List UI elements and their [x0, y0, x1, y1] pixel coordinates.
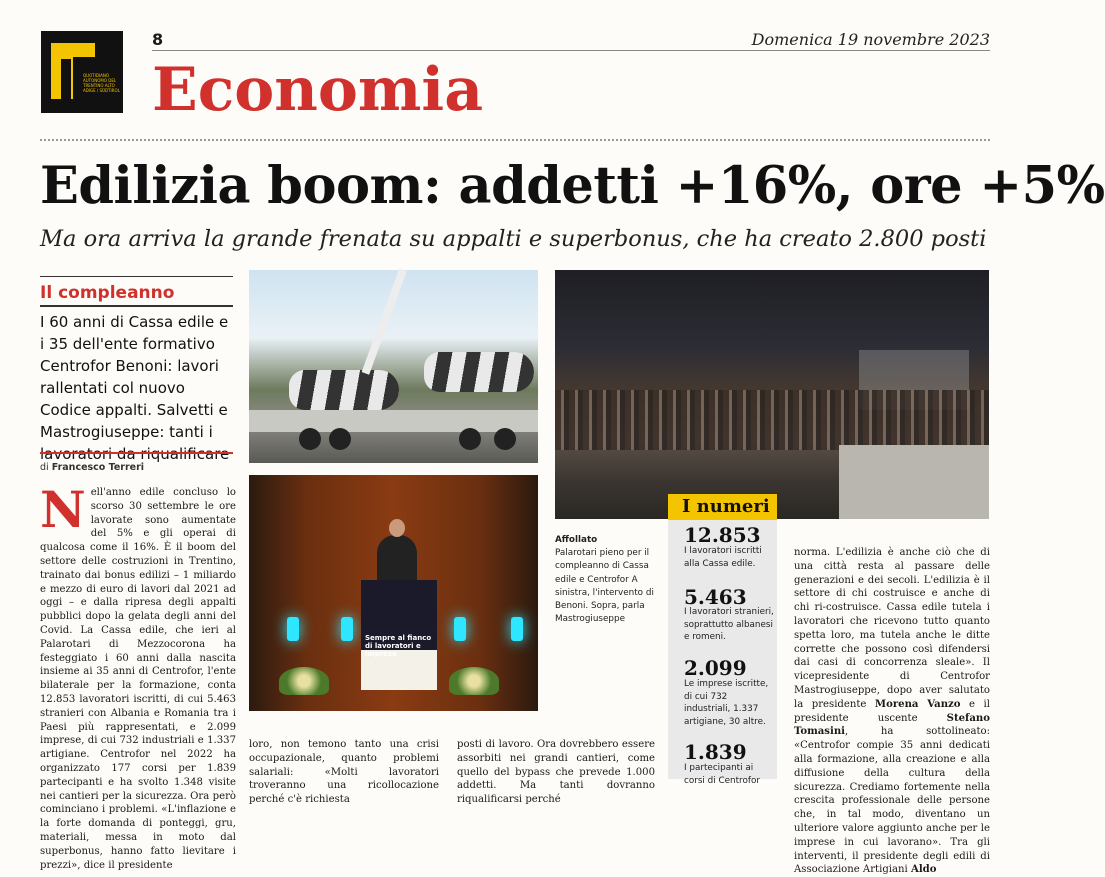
page-number: 8	[152, 30, 164, 49]
podium	[361, 580, 437, 690]
number-value: 5.463	[684, 585, 747, 609]
issue-date: Domenica 19 novembre 2023	[751, 30, 990, 49]
numbers-box-title: I numeri	[682, 496, 770, 517]
article-subhead: Ma ora arriva la grande frenata su appalti e superbonus, che ha creato 2.800 posti	[40, 226, 987, 252]
dropcap: N	[40, 480, 86, 539]
speaker-figure	[377, 535, 417, 583]
header-rule	[152, 50, 990, 51]
photo-caption	[555, 534, 660, 626]
photo-speaker-podium	[249, 475, 538, 711]
byline-rule	[40, 452, 233, 454]
article-kicker: Il compleanno	[40, 276, 233, 305]
number-value: 12.853	[684, 523, 761, 547]
body-column-b2: posti di lavoro. Ora dovrebbero essere assorbiti nei grandi cantieri, come quello del bypass che prevede 1.000 addetti. Ma tanti dovranno riqualificarsi perché	[457, 739, 655, 806]
photo-audience-hall	[555, 270, 989, 519]
number-desc: I partecipanti ai corsi di Centrofor	[684, 763, 760, 786]
number-value: 2.099	[684, 656, 747, 680]
person-name: Aldo	[910, 864, 937, 876]
body-text-col3-c: , ha sottolineato: «Centrofor compie 35 anni dedicati alla formazione, alla creazione e alla diffusione della cultura della sicurezza. Crediamo fortemente nella crescita professionale delle persone che, in tal modo, diventano un ulteriore valore aggiunto anche per le imprese in cui lavorano». Tra gli interventi, il presidente degli edili di Associazione Artigiani	[794, 726, 990, 876]
body-text-col3-b: e il presidente uscente	[794, 698, 990, 724]
article-summary: I 60 anni di Cassa edile e i 35 dell'ente formativo Centrofor Benoni: lavori rallentati col nuovo Codice appalti. Salvetti e Mastrogiuseppe: tanti i lavoratori da riqualificare	[40, 313, 230, 463]
photo-concrete-mixers	[249, 270, 538, 463]
body-column-3	[794, 546, 990, 876]
body-text-col3-a: norma. L'edilizia è anche ciò che di una città resta al passare delle generazioni e dei secoli. L'edilizia è il settore di chi costruisce e anche di chi ri-costruisce. Cassa edile tutela i lavoratori che ricevono tutto quanto spetta loro, ma tutela anche le ditte corrette che possono così difendersi dai casi di concorrenza sleale». Il vicepresidente di Centrofor Mastrogiuseppe, dopo aver salutato la presidente	[794, 547, 990, 710]
person-name: Stefano Tomasini	[794, 712, 990, 738]
body-column-b1: loro, non temono tanto una crisi occupazionale, quanto problemi salariali: «Molti lavoratori troveranno una ricollocazione perché c'è richiesta	[249, 739, 439, 806]
summary-rule	[40, 305, 233, 307]
number-desc: Le imprese iscritte, di cui 732 industriali, 1.337 artigiane, 30 altre.	[684, 679, 769, 727]
person-name: Morena Vanzo	[874, 698, 961, 710]
section-divider	[40, 139, 990, 141]
byline-author: Francesco Terreri	[51, 462, 145, 473]
body-text-col1: ell'anno edile concluso lo scorso 30 settembre le ore lavorate sono aumentate del 5% e gli operai di qualcosa come il 16%. È il boom del settore delle costruzioni in Trentino, trainato dai bonus edilizi – 1 miliardo e mezzo di euro di lavori dal 2021 ad oggi – e dalla ripresa degli appalti pubblici dopo la gelata degli anni del Covid. La Cassa edile, che ieri al Palarotari di Mezzocorona ha festeggiato i 60 anni dalla nascita insieme ai 35 anni di Centrofor, l'ente bilaterale per la formazione, conta 12.853 lavoratori iscritti, di cui 5.463 stranieri con Albania e Romania tra i Paesi più rappresentati, e 2.099 imprese, di cui 732 industriali e 1.337 artigiane. Centrofor nel 2022 ha organizzato 177 corsi per 1.839 partecipanti e ha svolto 1.348 visite nei cantieri per la sicurezza. Ora però cominciano i problemi. «L'inflazione e la forte domanda di ponteggi, gru, materiali, messa in moto dal superbonus, hanno fatto lievitare i prezzi», dice il presidente	[40, 487, 236, 871]
number-value: 1.839	[684, 740, 747, 764]
caption-title: Affollato	[555, 535, 598, 545]
byline-prefix: di	[40, 462, 49, 473]
numbers-box-header	[668, 494, 777, 520]
article-headline: Edilizia boom: addetti +16%, ore +5%	[40, 156, 1105, 216]
number-desc: I lavoratori stranieri, soprattutto albanesi e romeni.	[684, 607, 774, 643]
body-column-1	[40, 480, 236, 871]
caption-text: Palarotari pieno per il compleanno di Cassa edile e Centrofor A sinistra, l'intervento di Benoni. Sopra, parla Mastrogiuseppe	[555, 548, 654, 625]
section-title: Economia	[152, 55, 484, 125]
podium-text: Sempre al fianco di lavoratori e imprese	[365, 634, 432, 658]
number-desc: I lavoratori iscritti alla Cassa edile.	[684, 546, 762, 569]
logo-tagline: QUOTIDIANO AUTONOMO DEL TRENTINO ALTO ADIGE / SÜDTIROL	[83, 73, 120, 93]
byline	[40, 462, 144, 473]
newspaper-logo	[41, 31, 123, 113]
